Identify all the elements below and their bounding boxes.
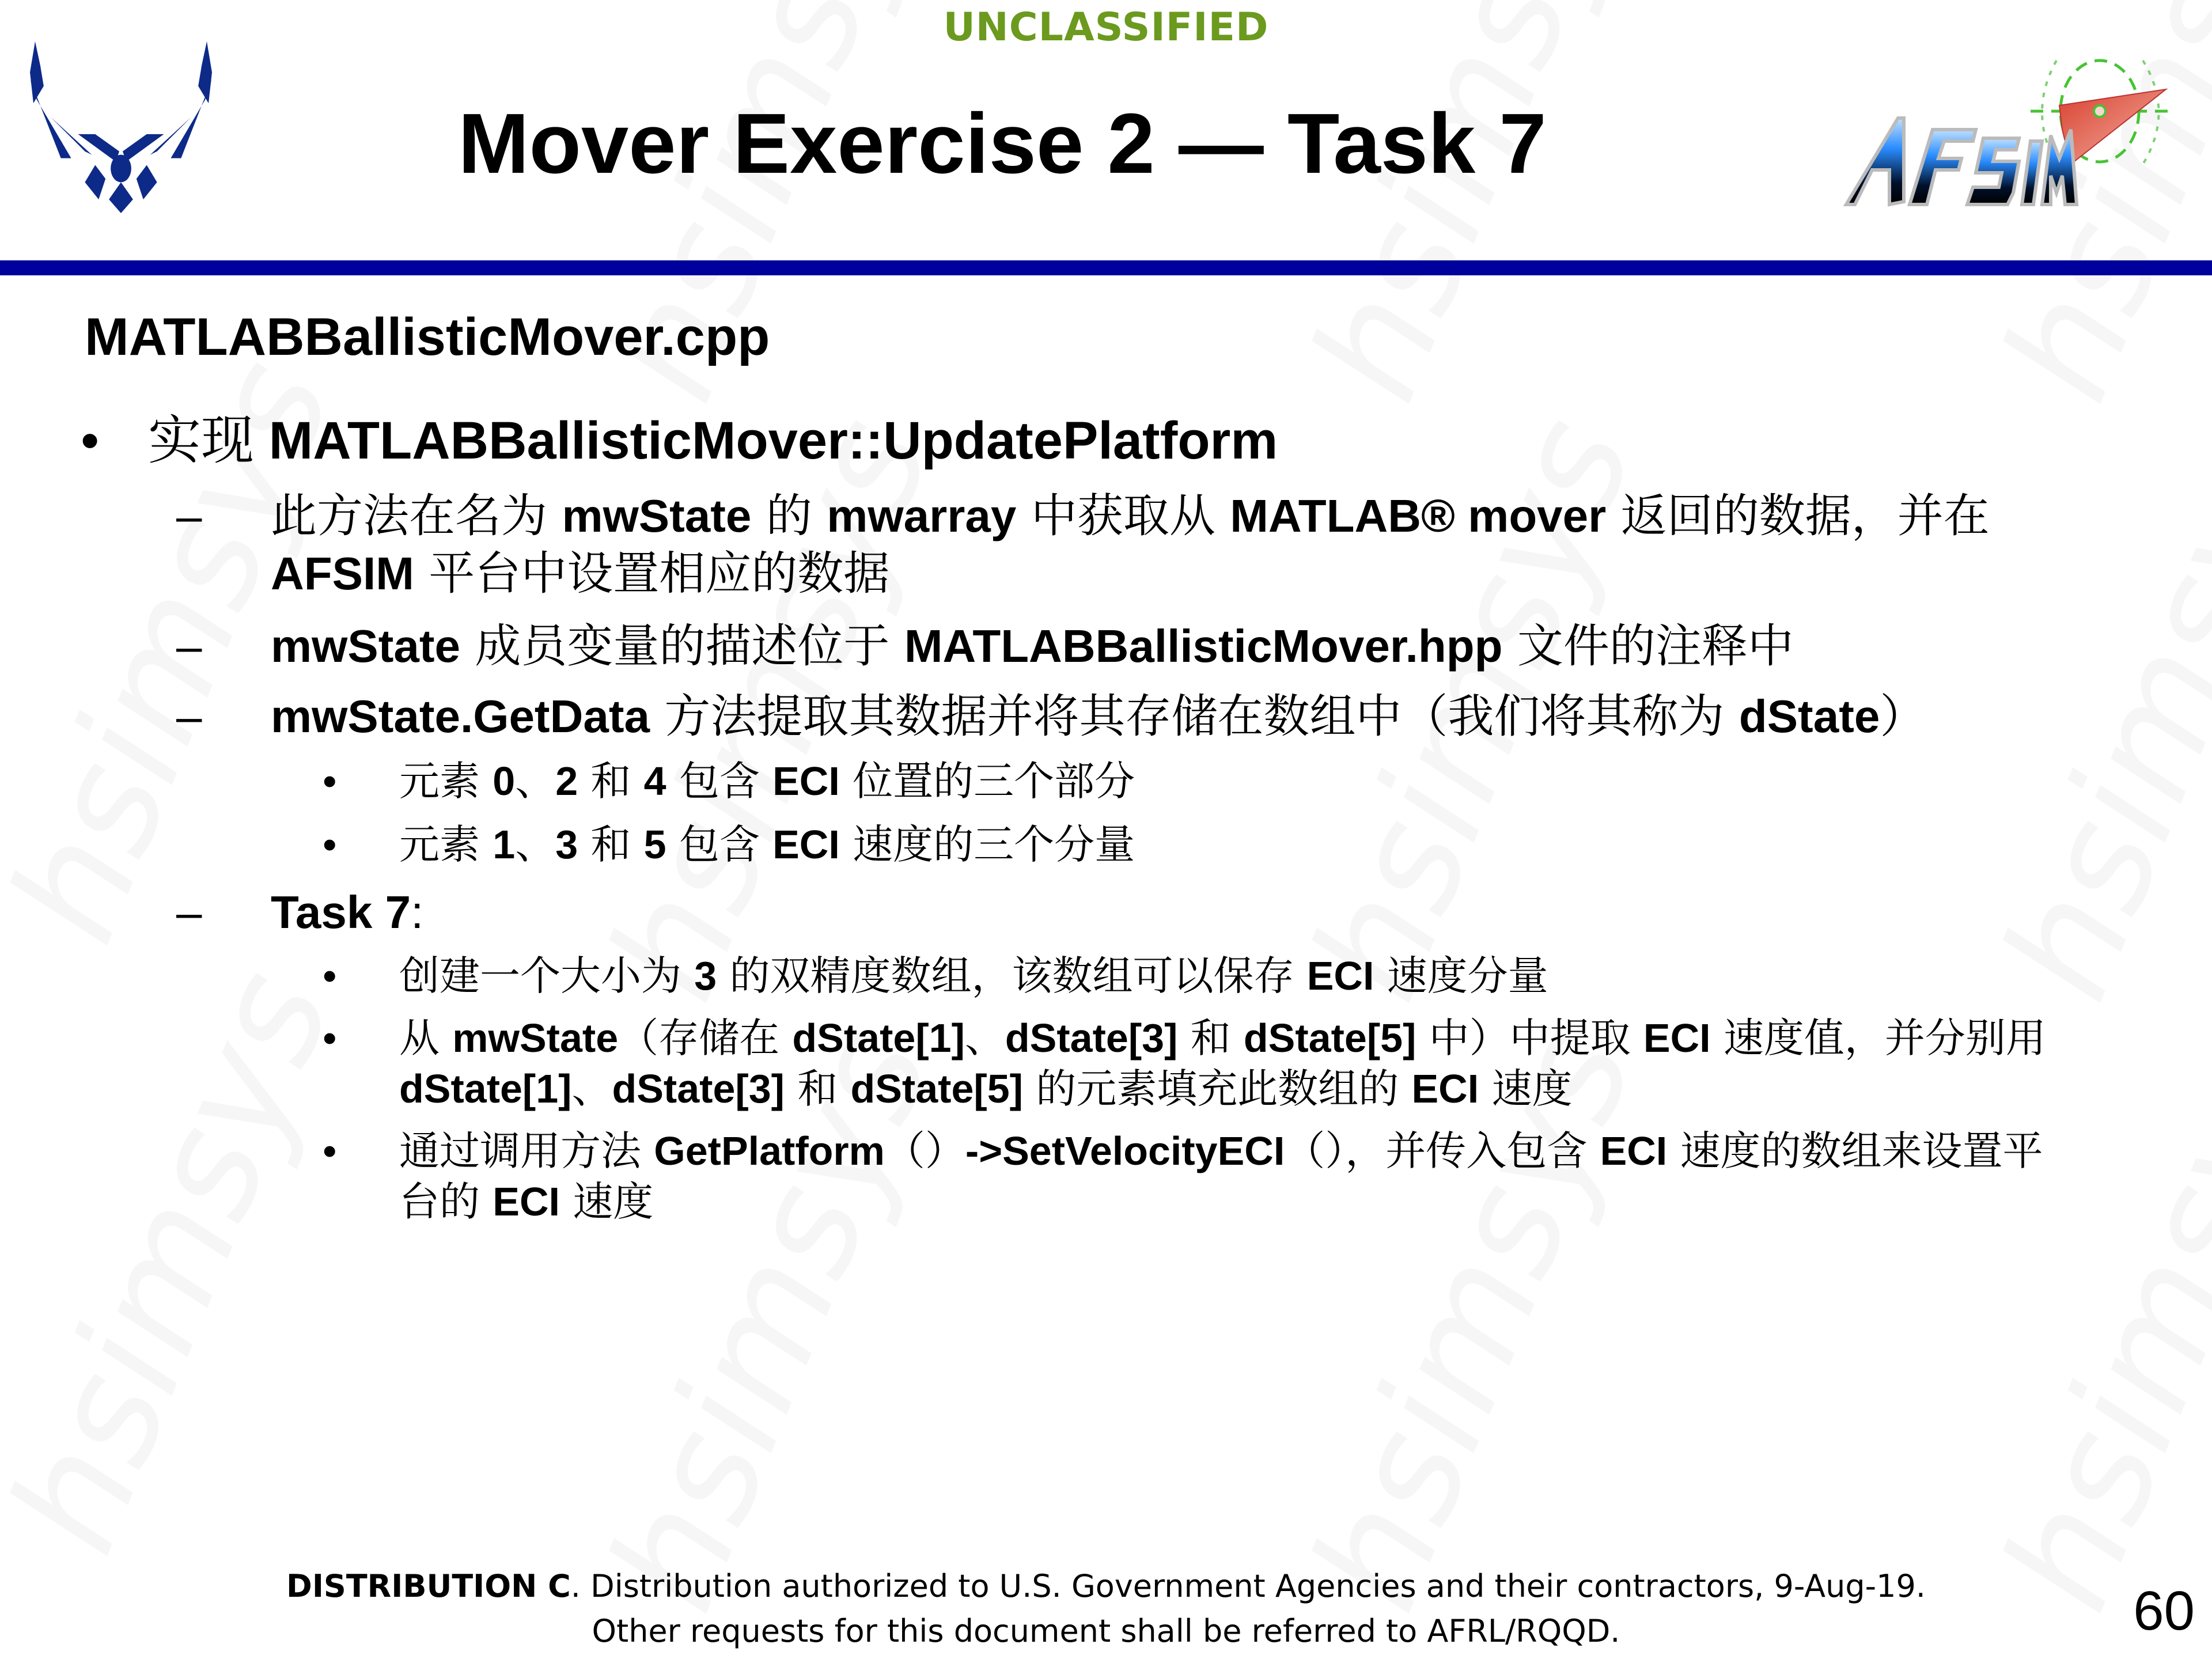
sub-sub-item-text: 创建一个大小为 3 的双精度数组，该数组可以保存 ECI 速度分量 (399, 952, 1548, 999)
bullet-text-method: MATLABBallisticMover::UpdatePlatform (268, 411, 1278, 470)
bullet-text-cjk: 实现 (148, 410, 255, 471)
bullet-text (148, 409, 1278, 472)
afsim-logo-icon (1829, 43, 2180, 216)
dash-marker: – (176, 691, 202, 742)
air-force-logo-icon (26, 35, 216, 213)
sub-item-text: mwState.GetData 方法提取其数据并将其存储在数组中（我们将其称为 dState） (271, 690, 1926, 743)
watermark-text (1279, 0, 1667, 422)
sub-sub-item-text: 元素 1、3 和 5 包含 ECI 速度的三个分量 (399, 821, 1135, 868)
bullet-marker: • (323, 1128, 337, 1173)
bullet-marker: • (81, 411, 100, 470)
page-title: Mover Exercise 2 — Task 7 (458, 96, 1547, 191)
header-divider (0, 260, 2212, 275)
page-number: 60 (2133, 1580, 2195, 1642)
bullet-marker: • (323, 1016, 337, 1060)
bullet-marker: • (323, 822, 337, 867)
footer-line-1 (0, 1564, 2212, 1609)
sub-sub-item-text: 元素 0、2 和 4 包含 ECI 位置的三个部分 (399, 757, 1135, 805)
distribution-text: . Distribution authorized to U.S. Government Agencies and their contractors, 9-Aug-19. (570, 1568, 1926, 1604)
dash-marker: – (176, 887, 202, 938)
dash-marker: – (176, 490, 202, 541)
sub-sub-item-text-cont: dState[1]、dState[3] 和 dState[5] 的元素填充此数组的 ECI 速度 (399, 1065, 1573, 1112)
task-label: Task 7: (271, 887, 424, 938)
bullet-marker: • (323, 953, 337, 998)
sub-sub-item-text: 从 mwState（存储在 dState[1]、dState[3] 和 dState[5] 中）中提取 ECI 速度值，并分别用 (399, 1014, 2046, 1062)
file-heading: MATLABBallisticMover.cpp (85, 308, 770, 366)
sub-sub-item-text-cont: 台的 ECI 速度 (399, 1178, 654, 1225)
sub-item-text: 此方法在名为 mwState 的 mwarray 中获取从 MATLAB® mover 返回的数据，并在 (271, 489, 1990, 543)
watermark-text (1970, 1006, 2212, 1632)
sub-sub-item-text: 通过调用方法 GetPlatform（）->SetVelocityECI（），并传入包含 ECI 速度的数组来设置平 (399, 1127, 2043, 1175)
footer-line-2: Other requests for this document shall be referred to AFRL/RQQD. (592, 1613, 1620, 1649)
classification-banner: UNCLASSIFIED (943, 5, 1269, 50)
dash-marker: – (176, 620, 202, 672)
distribution-label: DISTRIBUTION C (286, 1568, 571, 1604)
watermark-text (1970, 395, 2212, 1021)
sub-item-text-cont: AFSIM 平台中设置相应的数据 (271, 547, 890, 600)
watermark-text (0, 948, 365, 1574)
sub-item-text: mwState 成员变量的描述位于 MATLABBallisticMover.hpp 文件的注释中 (271, 619, 1794, 673)
bullet-marker: • (323, 759, 337, 804)
footer-distribution (0, 1564, 2212, 1654)
